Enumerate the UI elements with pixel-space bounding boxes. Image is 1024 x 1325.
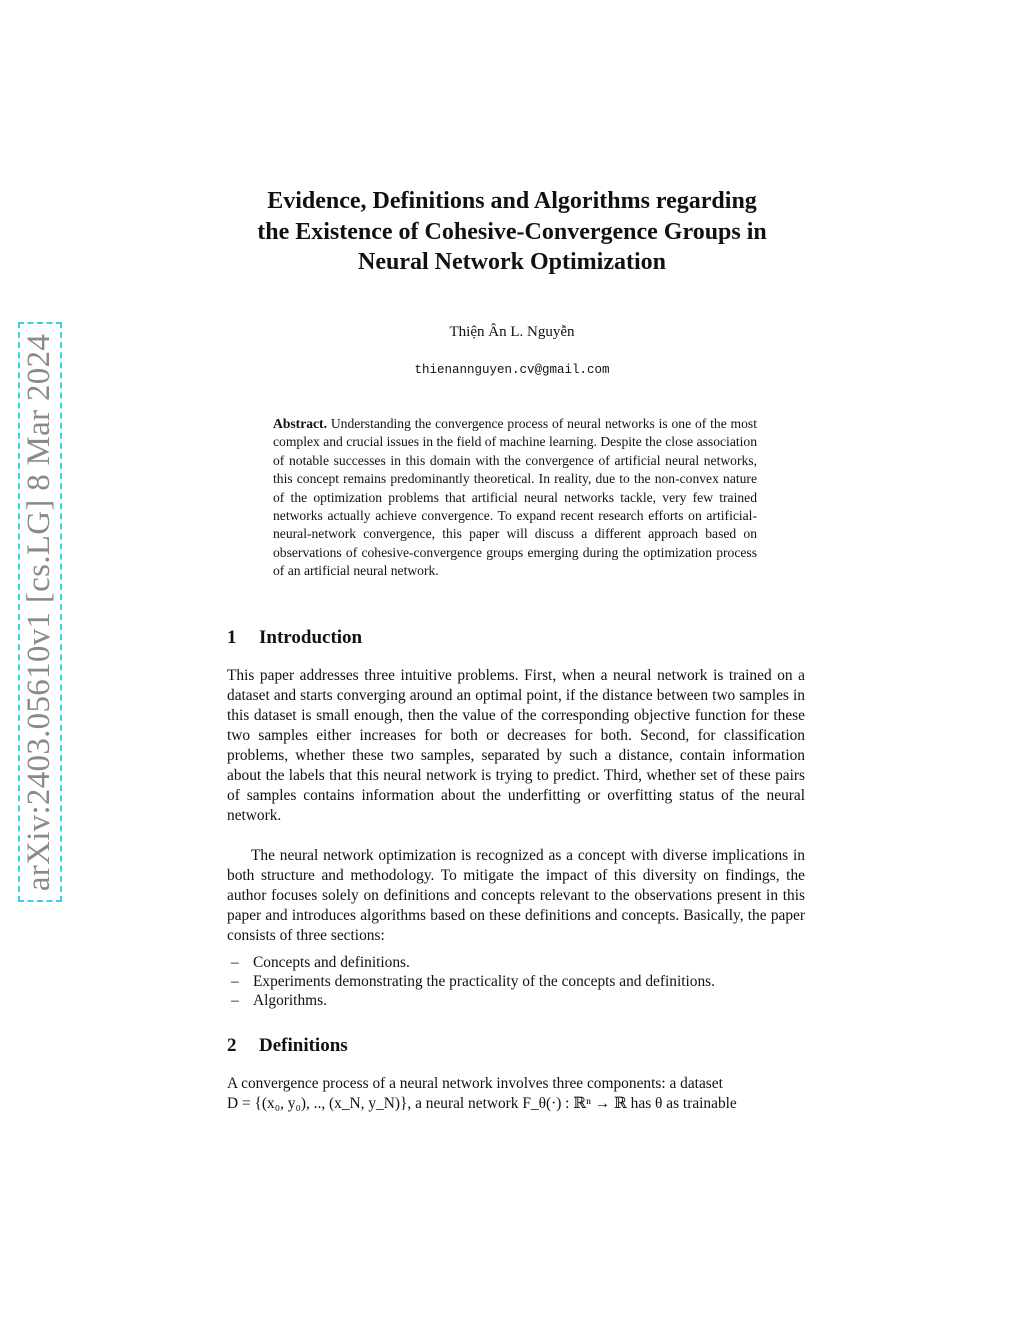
title-line: Evidence, Definitions and Algorithms regarding bbox=[267, 188, 757, 214]
definitions-line: A convergence process of a neural network involves three components: a dataset bbox=[227, 1075, 723, 1092]
author-name: Thiện Ân L. Nguyễn bbox=[449, 324, 575, 340]
list-marker: – bbox=[231, 973, 239, 990]
definitions-line-math: D = {(x₀, y₀), .., (x_N, y_N)}, a neural network F_θ(·) : ℝⁿ → ℝ has θ as trainable bbox=[227, 1095, 737, 1112]
abstract-text: Understanding the convergence process of neural networks is one of the most complex and crucial issues in the field of machine learning. Despite the close association of notable successes in this domain with the convergence of artificial neural networks, this concept remains predominantly theoretical. In reality, due to the non-convex nature of the optimization problems that artificial neural networks tackle, very few trained networks actually achieve convergence. To expand recent research efforts on artificial-neural-network convergence, this paper will discuss a different approach based on observations of cohesive-convergence groups emerging during the optimization process of an artificial neural network. bbox=[273, 416, 757, 579]
arxiv-identifier: arXiv:2403.05610v1 [cs.LG] 8 Mar 2024 bbox=[21, 333, 58, 891]
section-heading-definitions bbox=[227, 1035, 348, 1057]
list-marker: – bbox=[231, 954, 239, 971]
section-title: Introduction bbox=[259, 627, 363, 648]
title-line: the Existence of Cohesive-Convergence Groups in bbox=[257, 218, 767, 245]
abstract-label: Abstract. bbox=[273, 416, 327, 431]
list-marker: – bbox=[231, 992, 239, 1009]
author-email: thienannguyen.cv@gmail.com bbox=[414, 363, 610, 377]
contents-list bbox=[231, 953, 811, 1010]
title-line: Neural Network Optimization bbox=[358, 249, 666, 275]
list-item bbox=[231, 972, 811, 991]
section-number: 2 bbox=[227, 1035, 237, 1056]
intro-paragraph-1: This paper addresses three intuitive problems. First, when a neural network is trained on a dataset and starts converging around an optimal point, if the distance between two samples in this dataset is small enough, then the value of the corresponding objective function for these two samples either increases for both or decreases for both. Second, for classification problems, whether these two samples, separated by such a distance, contain information about the labels that this neural network is trying to predict. Third, whether set of these pairs of samples contains information about the underfitting or overfitting status of the neural network. bbox=[227, 667, 805, 824]
section-title: Definitions bbox=[259, 1035, 348, 1056]
intro-paragraph-2: The neural network optimization is recognized as a concept with diverse implications in both structure and methodology. To mitigate the impact of this diversity on findings, the author focuses solely on definitions and concepts relevant to the observations present in this paper and introduces algorithms based on these definitions and concepts. Basically, the paper consists of three sections: bbox=[227, 847, 805, 944]
list-item bbox=[231, 991, 811, 1010]
list-item-text: Experiments demonstrating the practicality of the concepts and definitions. bbox=[253, 973, 716, 990]
paper-title bbox=[200, 186, 824, 278]
section-number: 1 bbox=[227, 627, 237, 648]
abstract bbox=[273, 415, 757, 581]
section-heading-introduction bbox=[227, 627, 362, 649]
list-item-text: Concepts and definitions. bbox=[253, 954, 410, 971]
definitions-paragraph bbox=[227, 1074, 805, 1114]
list-item-text: Algorithms. bbox=[253, 992, 327, 1009]
list-item bbox=[231, 953, 811, 972]
arxiv-stamp bbox=[18, 322, 62, 902]
